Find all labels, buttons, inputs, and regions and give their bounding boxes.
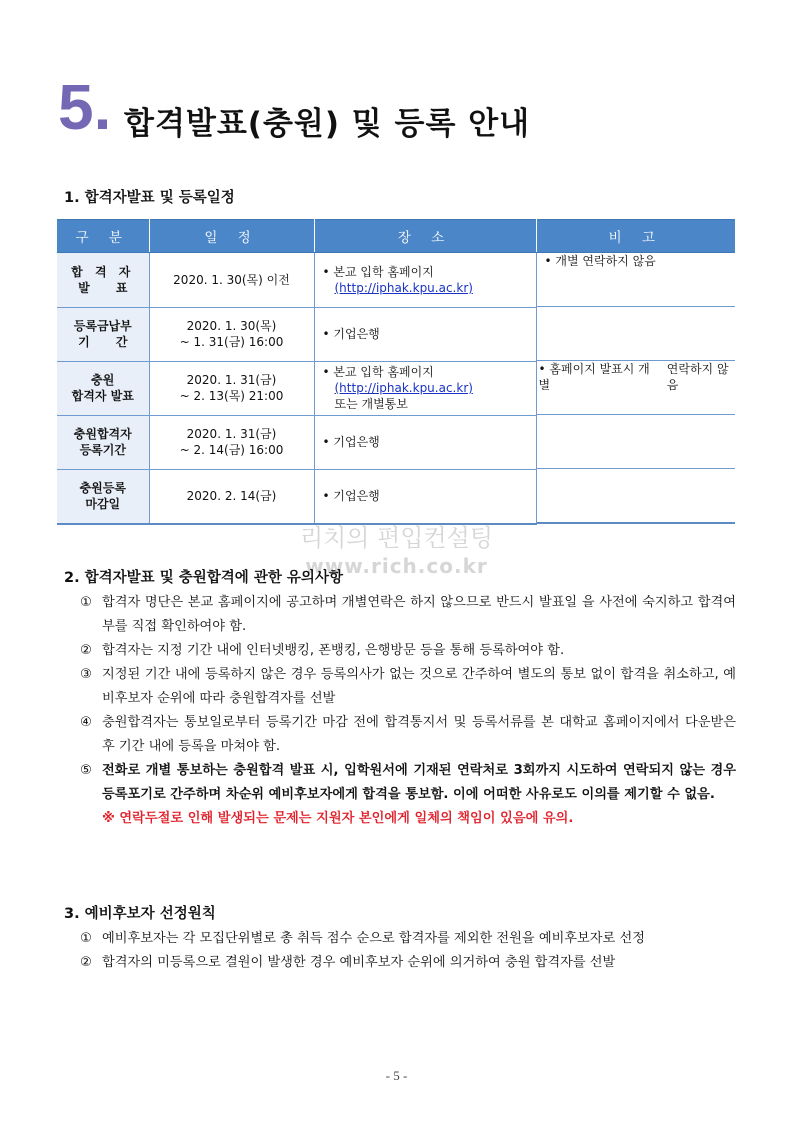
watermark-line1: 리치의 편입컨설팅 xyxy=(299,524,494,552)
section3-title: 3. 예비후보자 선정원칙 xyxy=(64,906,216,922)
item-number: ② xyxy=(80,955,92,970)
list-item xyxy=(80,639,736,663)
cell-note: • 홈페이지 발표시 개별 연락하지 않음 xyxy=(537,361,736,415)
header-note: 비 고 xyxy=(536,220,735,253)
table-row xyxy=(57,415,735,469)
item-number: ⑤ xyxy=(80,763,92,778)
section3-notes xyxy=(80,927,736,975)
item-number: ③ xyxy=(80,667,92,682)
cell-category: 등록금납부 기 간 xyxy=(57,307,149,361)
cell-note: • 개별 연락하지 않음 xyxy=(537,253,736,307)
list-item xyxy=(80,711,736,759)
cell-place: • 기업은행 xyxy=(314,415,536,469)
table-header-row xyxy=(57,220,735,253)
homepage-link[interactable]: (http://iphak.kpu.ac.kr) xyxy=(334,381,473,395)
warning-text: ※ 연락두절로 인해 발생되는 문제는 지원자 본인에게 일체의 책임이 있음에 유의. xyxy=(102,811,574,826)
chapter-title: 합격발표(충원) 및 등록 안내 xyxy=(124,106,531,142)
cell-note xyxy=(537,307,736,361)
cell-category: 합 격 자 발 표 xyxy=(57,253,149,308)
table-row xyxy=(57,469,735,524)
item-text: 예비후보자는 각 모집단위별로 총 취득 점수 순으로 합격자를 제외한 전원을 예비후보자로 선정 xyxy=(102,931,645,946)
cell-schedule: 2020. 2. 14(금) xyxy=(149,469,314,524)
schedule-table xyxy=(57,219,735,525)
list-item xyxy=(80,591,736,639)
item-text: 합격자의 미등록으로 결원이 발생한 경우 예비후보자 순위에 의거하여 충원 합격자를 선발 xyxy=(102,955,616,970)
item-text: 충원합격자는 통보일로부터 등록기간 마감 전에 합격통지서 및 등록서류를 본 대학교 홈페이지에서 다운받은 후 기간 내에 등록을 마쳐야 함. xyxy=(102,715,736,754)
table-row xyxy=(57,253,735,308)
item-number: ④ xyxy=(80,715,92,730)
cell-note xyxy=(537,415,736,469)
header-schedule: 일 정 xyxy=(149,220,314,253)
cell-schedule: 2020. 1. 31(금) ~ 2. 13(목) 21:00 xyxy=(149,361,314,415)
cell-category: 충원합격자 등록기간 xyxy=(57,415,149,469)
item-text: 합격자 명단은 본교 홈페이지에 공고하며 개별연락은 하지 않으므로 반드시 발표일 을 사전에 숙지하고 합격여부를 직접 확인하여야 함. xyxy=(102,595,736,634)
item-number: ① xyxy=(80,931,92,946)
warning-line xyxy=(80,807,736,831)
cell-category: 충원등록 마감일 xyxy=(57,469,149,524)
item-text: 합격자는 지정 기간 내에 인터넷뱅킹, 폰뱅킹, 은행방문 등을 통해 등록하여야 함. xyxy=(102,643,565,658)
cell-place: • 기업은행 xyxy=(314,469,536,524)
page-number: - 5 - xyxy=(385,1068,408,1083)
item-number: ② xyxy=(80,643,92,658)
list-item xyxy=(80,759,736,807)
cell-note xyxy=(537,469,736,524)
chapter-number: 5. xyxy=(58,71,112,143)
cell-schedule: 2020. 1. 30(목) ~ 1. 31(금) 16:00 xyxy=(149,307,314,361)
section2-notes xyxy=(80,591,736,831)
list-item xyxy=(80,927,736,951)
section2-title: 2. 합격자발표 및 충원합격에 관한 유의사항 xyxy=(64,570,343,586)
cell-place: • 기업은행 xyxy=(314,307,536,361)
cell-place: • 본교 입학 홈페이지 (http://iphak.kpu.ac.kr) xyxy=(314,253,536,308)
table-row xyxy=(57,307,735,361)
item-text: 전화로 개별 통보하는 충원합격 발표 시, 입학원서에 기재된 연락처로 3회까지 시도하여 연락되지 않는 경우 등록포기로 간주하며 차순위 예비후보자에게 합격을 통보함. 이에 어떠한 사유로도 이의를 제기할 수 없음. xyxy=(102,763,736,802)
header-place: 장 소 xyxy=(314,220,536,253)
item-text: 지정된 기간 내에 등록하지 않은 경우 등록의사가 없는 것으로 간주하여 별도의 통보 없이 합격을 취소하고, 예비후보자 순위에 따라 충원합격자를 선발 xyxy=(102,667,736,706)
table-row xyxy=(57,361,735,415)
header-category: 구 분 xyxy=(57,220,149,253)
cell-schedule: 2020. 1. 31(금) ~ 2. 14(금) 16:00 xyxy=(149,415,314,469)
section1-title: 1. 합격자발표 및 등록일정 xyxy=(64,190,235,206)
list-item xyxy=(80,663,736,711)
list-item xyxy=(80,951,736,975)
item-number: ① xyxy=(80,595,92,610)
cell-place: • 본교 입학 홈페이지 (http://iphak.kpu.ac.kr) 또는 개별통보 xyxy=(314,361,536,415)
watermark-line2: www.rich.co.kr xyxy=(305,554,488,578)
homepage-link[interactable]: (http://iphak.kpu.ac.kr) xyxy=(334,280,473,295)
cell-schedule: 2020. 1. 30(목) 이전 xyxy=(149,253,314,308)
cell-category: 충원 합격자 발표 xyxy=(57,361,149,415)
